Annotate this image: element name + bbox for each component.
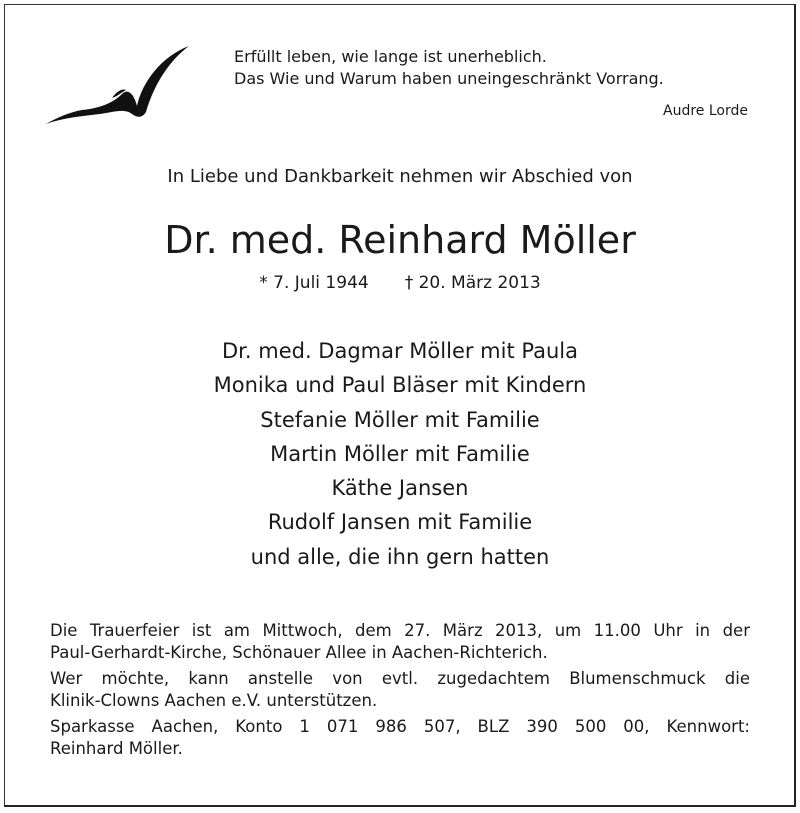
mourner-entry: und alle, die ihn gern hatten bbox=[250, 544, 550, 569]
quote-author: Audre Lorde bbox=[663, 103, 748, 119]
bank-info bbox=[50, 716, 750, 760]
birth-date: * 7. Juli 1944 bbox=[259, 273, 369, 293]
life-dates bbox=[0, 273, 800, 293]
notice-line: Reinhard Möller. bbox=[50, 739, 183, 758]
service-notice bbox=[50, 620, 750, 764]
deceased-name: Dr. med. Reinhard Möller bbox=[164, 218, 636, 262]
death-date: † 20. März 2013 bbox=[404, 273, 541, 293]
quote-block bbox=[234, 46, 748, 119]
mourner-entry: Stefanie Möller mit Familie bbox=[260, 407, 540, 432]
mourner-entry: Rudolf Jansen mit Familie bbox=[267, 510, 533, 535]
notice-line: Klinik-Clowns Aachen e.V. unterstützen. bbox=[50, 691, 378, 710]
notice-line: Sparkasse Aachen, Konto 1 071 986 507, BLZ 390 500 00, Kennwort: bbox=[50, 717, 750, 736]
notice-line: Paul-Gerhardt-Kirche, Schönauer Allee in Aachen-Richterich. bbox=[50, 643, 548, 662]
bird-icon bbox=[42, 42, 194, 128]
mourner-entry: Martin Möller mit Familie bbox=[270, 441, 530, 466]
notice-line: Die Trauerfeier ist am Mittwoch, dem 27. März 2013, um 11.00 Uhr in der bbox=[50, 621, 750, 640]
mourners-list bbox=[0, 334, 800, 574]
mourner-entry: Dr. med. Dagmar Möller mit Paula bbox=[222, 339, 578, 363]
mourner-entry: Monika und Paul Bläser mit Kindern bbox=[213, 373, 587, 398]
funeral-info bbox=[50, 620, 750, 664]
donation-info bbox=[50, 668, 750, 712]
quote-line: Das Wie und Warum haben uneingeschränkt Vorrang. bbox=[234, 69, 664, 88]
quote-line: Erfüllt leben, wie lange ist unerheblich. bbox=[234, 47, 547, 66]
intro-text: In Liebe und Dankbarkeit nehmen wir Abschied von bbox=[167, 166, 633, 187]
mourner-entry: Käthe Jansen bbox=[331, 476, 469, 501]
notice-line: Wer möchte, kann anstelle von evtl. zugedachtem Blumenschmuck die bbox=[50, 669, 750, 688]
